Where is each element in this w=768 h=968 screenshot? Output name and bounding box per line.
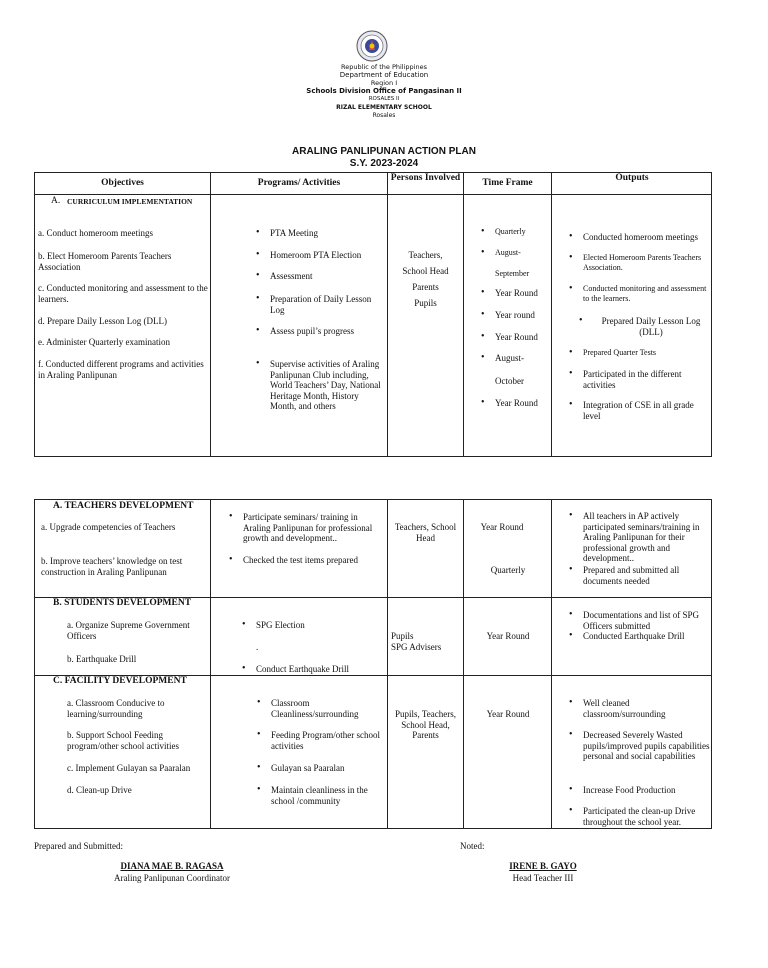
timeframe-item: • Year Round — [495, 288, 538, 299]
action-plan-table-development — [34, 499, 712, 829]
prepared-label: Prepared and Submitted: — [34, 841, 123, 851]
objective-item: a. Conduct homeroom meetings — [38, 228, 153, 238]
output-item: • Elected Homeroom Parents Teachers Association. — [583, 253, 709, 272]
output-item: • Conducted homeroom meetings — [583, 232, 709, 243]
timeframe-item: • Quarterly — [495, 227, 526, 238]
header-division: Schools Division Office of Pangasinan II — [306, 87, 462, 95]
section-letter: A. — [51, 196, 61, 206]
output-item: • Well cleaned classroom/surrounding — [583, 698, 711, 719]
timeframe-item: • August- — [495, 353, 524, 364]
header-republic: Republic of the Philippines — [341, 63, 427, 71]
program-item: • Checked the test items prepared — [243, 555, 383, 566]
program-dot: . — [256, 642, 259, 652]
timeframe-item: • August- — [495, 248, 521, 259]
noter-title: Head Teacher III — [512, 873, 574, 883]
objective-item: b. Improve teachers’ knowledge on test construction in Araling Panlipunan — [41, 556, 183, 577]
program-item: • Assessment — [270, 271, 385, 282]
persons-item: School Head — [402, 266, 449, 276]
program-item: • SPG Election — [256, 620, 381, 631]
program-item: • PTA Meeting — [270, 228, 385, 239]
section-heading-students: B. STUDENTS DEVELOPMENT — [53, 598, 192, 608]
persons-item: SPG Advisers — [391, 642, 442, 652]
noted-label: Noted: — [460, 841, 485, 851]
objective-item: c. Implement Gulayan sa Paaralan — [67, 763, 191, 773]
header-school: RIZAL ELEMENTARY SCHOOL — [336, 104, 432, 111]
timeframe-item: Year Round — [486, 709, 530, 719]
timeframe-item: Year Round — [480, 522, 524, 532]
objective-item: d. Prepare Daily Lesson Log (DLL) — [38, 316, 167, 326]
output-item: • Conducted Earthquake Drill — [583, 631, 711, 642]
program-item: • Preparation of Daily Lesson Log — [270, 294, 385, 315]
section-heading-facility: C. FACILITY DEVELOPMENT — [53, 676, 187, 686]
page-title: ARALING PANLIPUNAN ACTION PLAN — [292, 146, 476, 157]
objective-item: d. Clean-up Drive — [67, 785, 132, 795]
preparer-title: Araling Panlipunan Coordinator — [114, 873, 230, 883]
timeframe-item: October — [495, 376, 524, 386]
program-item: • Supervise activities of Araling Panlipunan Club including, World Teachers’ Day, National Heritage Month, History Month, and others — [270, 359, 382, 412]
timeframe-item: • Year Round — [495, 398, 538, 409]
persons-item: Teachers, School Head — [394, 522, 457, 543]
output-item: • Decreased Severely Wasted pupils/improved pupils capabilities personal and social capabilities — [583, 730, 711, 762]
output-item: • Integration of CSE in all grade level — [583, 400, 709, 421]
school-year: S.Y. 2023-2024 — [349, 158, 419, 169]
objective-item: a. Organize Supreme Government Officers — [67, 620, 190, 641]
program-item: • Maintain cleanliness in the school /community — [271, 785, 383, 806]
persons-item: Pupils — [391, 631, 414, 641]
header-district: ROSALES II — [368, 96, 400, 102]
program-item: • Participate seminars/ training in Araling Panlipunan for professional growth and development.. — [243, 512, 383, 544]
header-region: Region I — [370, 79, 398, 87]
objective-item: b. Earthquake Drill — [67, 654, 137, 664]
persons-item: Parents — [412, 282, 439, 292]
section-heading-curriculum: CURRICULUM IMPLEMENTATION — [67, 197, 193, 206]
noter-name: IRENE B. GAYO — [509, 861, 577, 871]
header-department: Department of Education — [339, 71, 429, 79]
output-item: • Documentations and list of SPG Officers submitted — [583, 610, 711, 631]
objective-item: a. Classroom Conducive to learning/surrounding — [67, 698, 165, 719]
header-town: Rosales — [372, 112, 396, 119]
program-item: • Conduct Earthquake Drill — [256, 664, 381, 675]
col-persons: Persons Involved — [390, 173, 461, 183]
persons-item: Pupils, Teachers, School Head, Parents — [395, 709, 456, 740]
col-objectives: Objectives — [101, 178, 144, 188]
col-programs: Programs/ Activities — [257, 178, 341, 188]
output-item: • All teachers in AP actively participated seminars/training in Araling Panlipunan for their professional growth and development.. — [583, 511, 711, 564]
program-item: • Homeroom PTA Election — [270, 250, 385, 261]
program-item: • Assess pupil’s progress — [270, 326, 385, 337]
objective-item: b. Elect Homeroom Parents Teachers Association — [38, 251, 172, 272]
timeframe-item: Year Round — [486, 631, 530, 641]
deped-seal-logo — [356, 30, 388, 62]
persons-item: Pupils — [414, 298, 437, 308]
timeframe-item: September — [495, 269, 530, 278]
output-item: • Prepared Daily Lesson Log (DLL) — [593, 316, 709, 337]
output-item: • Participated in the different activities — [583, 369, 709, 390]
program-item: • Feeding Program/other school activities — [271, 730, 383, 751]
program-item: • Gulayan sa Paaralan — [271, 763, 383, 774]
output-item: • Increase Food Production — [583, 785, 711, 796]
timeframe-item: Quarterly — [490, 565, 526, 575]
timeframe-item: • Year round — [495, 310, 535, 321]
output-item: • Prepared Quarter Tests — [583, 348, 709, 359]
output-item: • Participated the clean-up Drive throughout the school year. — [583, 806, 711, 827]
output-item: • Conducted monitoring and assessment to the learners. — [583, 284, 709, 303]
objective-item: b. Support School Feeding program/other school activities — [67, 730, 179, 751]
section-heading-teachers: A. TEACHERS DEVELOPMENT — [53, 501, 194, 511]
objective-item: f. Conducted different programs and activities in Araling Panlipunan — [38, 359, 204, 380]
persons-item: Teachers, — [408, 250, 443, 260]
col-outputs: Outputs — [615, 173, 649, 183]
timeframe-item: • Year Round — [495, 332, 538, 343]
objective-item: a. Upgrade competencies of Teachers — [41, 522, 176, 532]
output-item: • Prepared and submitted all documents needed — [583, 565, 711, 586]
program-item: • Classroom Cleanliness/surrounding — [271, 698, 383, 719]
col-timeframe: Time Frame — [482, 178, 533, 188]
action-plan-table-curriculum — [34, 172, 712, 457]
objective-item: e. Administer Quarterly examination — [38, 337, 170, 347]
preparer-name: DIANA MAE B. RAGASA — [120, 861, 224, 871]
objective-item: c. Conducted monitoring and assessment to the learners. — [38, 283, 208, 304]
